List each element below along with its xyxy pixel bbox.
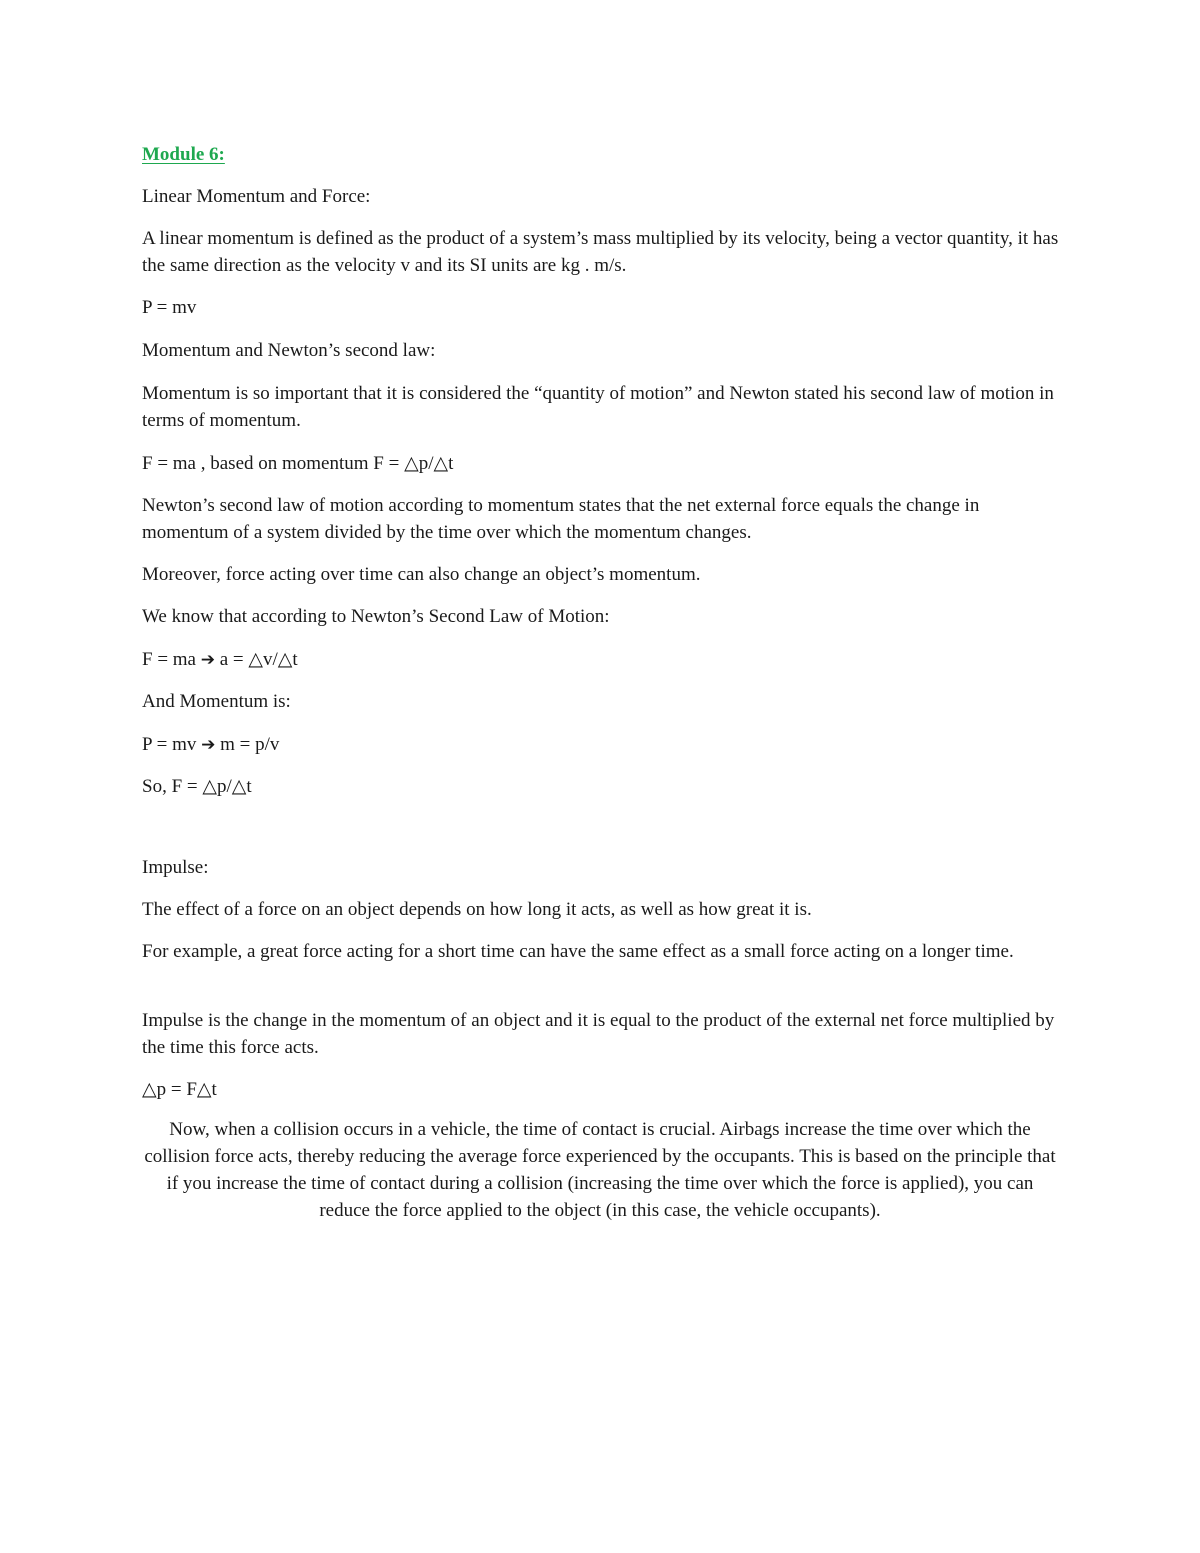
section-title-newtons-second-law: Momentum and Newton’s second law:: [142, 340, 436, 361]
paragraph-impulse-definition: Impulse is the change in the momentum of an object and it is equal to the product of the external net force multiplied by the time this force acts.: [142, 1010, 1055, 1058]
section-title-linear-momentum: Linear Momentum and Force:: [142, 186, 371, 207]
paragraph-newton-second-law: Newton’s second law of motion according to momentum states that the net external force equals the change in momentum of a system divided by the time over which the momentum changes.: [142, 495, 980, 543]
paragraph-definition: A linear momentum is defined as the product of a system’s mass multiplied by its velocity, being a vector quantity, it has the same direction as the velocity v and its SI units are kg . m/s.: [142, 228, 1059, 276]
equation-p-mv-mass: [142, 731, 279, 759]
arrow-right-icon: ➔: [200, 650, 215, 670]
section-title-impulse: Impulse:: [142, 857, 209, 878]
equation-left: F = ma: [142, 649, 196, 670]
module-heading: Module 6:: [142, 144, 225, 165]
paragraph-quantity-of-motion: Momentum is so important that it is considered the “quantity of motion” and Newton stated his second law of motion in terms of momentum.: [142, 383, 1054, 431]
equation-right: m = p/v: [220, 734, 280, 755]
equation-right: a = △v/△t: [219, 649, 298, 670]
paragraph-moreover: Moreover, force acting over time can also change an object’s momentum.: [142, 564, 701, 585]
equation-p-mv: P = mv: [142, 297, 197, 318]
equation-so-f: So, F = △p/△t: [142, 776, 252, 797]
paragraph-example: For example, a great force acting for a short time can have the same effect as a small force acting on a longer time.: [142, 941, 1014, 962]
equation-impulse: △p = F△t: [142, 1079, 217, 1100]
paragraph-we-know: We know that according to Newton’s Second Law of Motion:: [142, 606, 610, 627]
equation-f-ma-momentum: F = ma , based on momentum F = △p/△t: [142, 453, 454, 474]
equation-left: P = mv: [142, 734, 197, 755]
equation-f-ma-acceleration: [142, 646, 298, 674]
arrow-right-icon: ➔: [201, 735, 216, 755]
paragraph-and-momentum: And Momentum is:: [142, 691, 291, 712]
paragraph-airbags: Now, when a collision occurs in a vehicle, the time of contact is crucial. Airbags increase the time over which the collision force acts, thereby reducing the average force experienced by the occupants. This is based on the principle that if you increase the time of contact during a collision (increasing the time over which the force is applied), you can reduce the force applied to the object (in this case, the vehicle occupants).: [144, 1119, 1056, 1221]
paragraph-effect: The effect of a force on an object depends on how long it acts, as well as how great it is.: [142, 899, 812, 920]
